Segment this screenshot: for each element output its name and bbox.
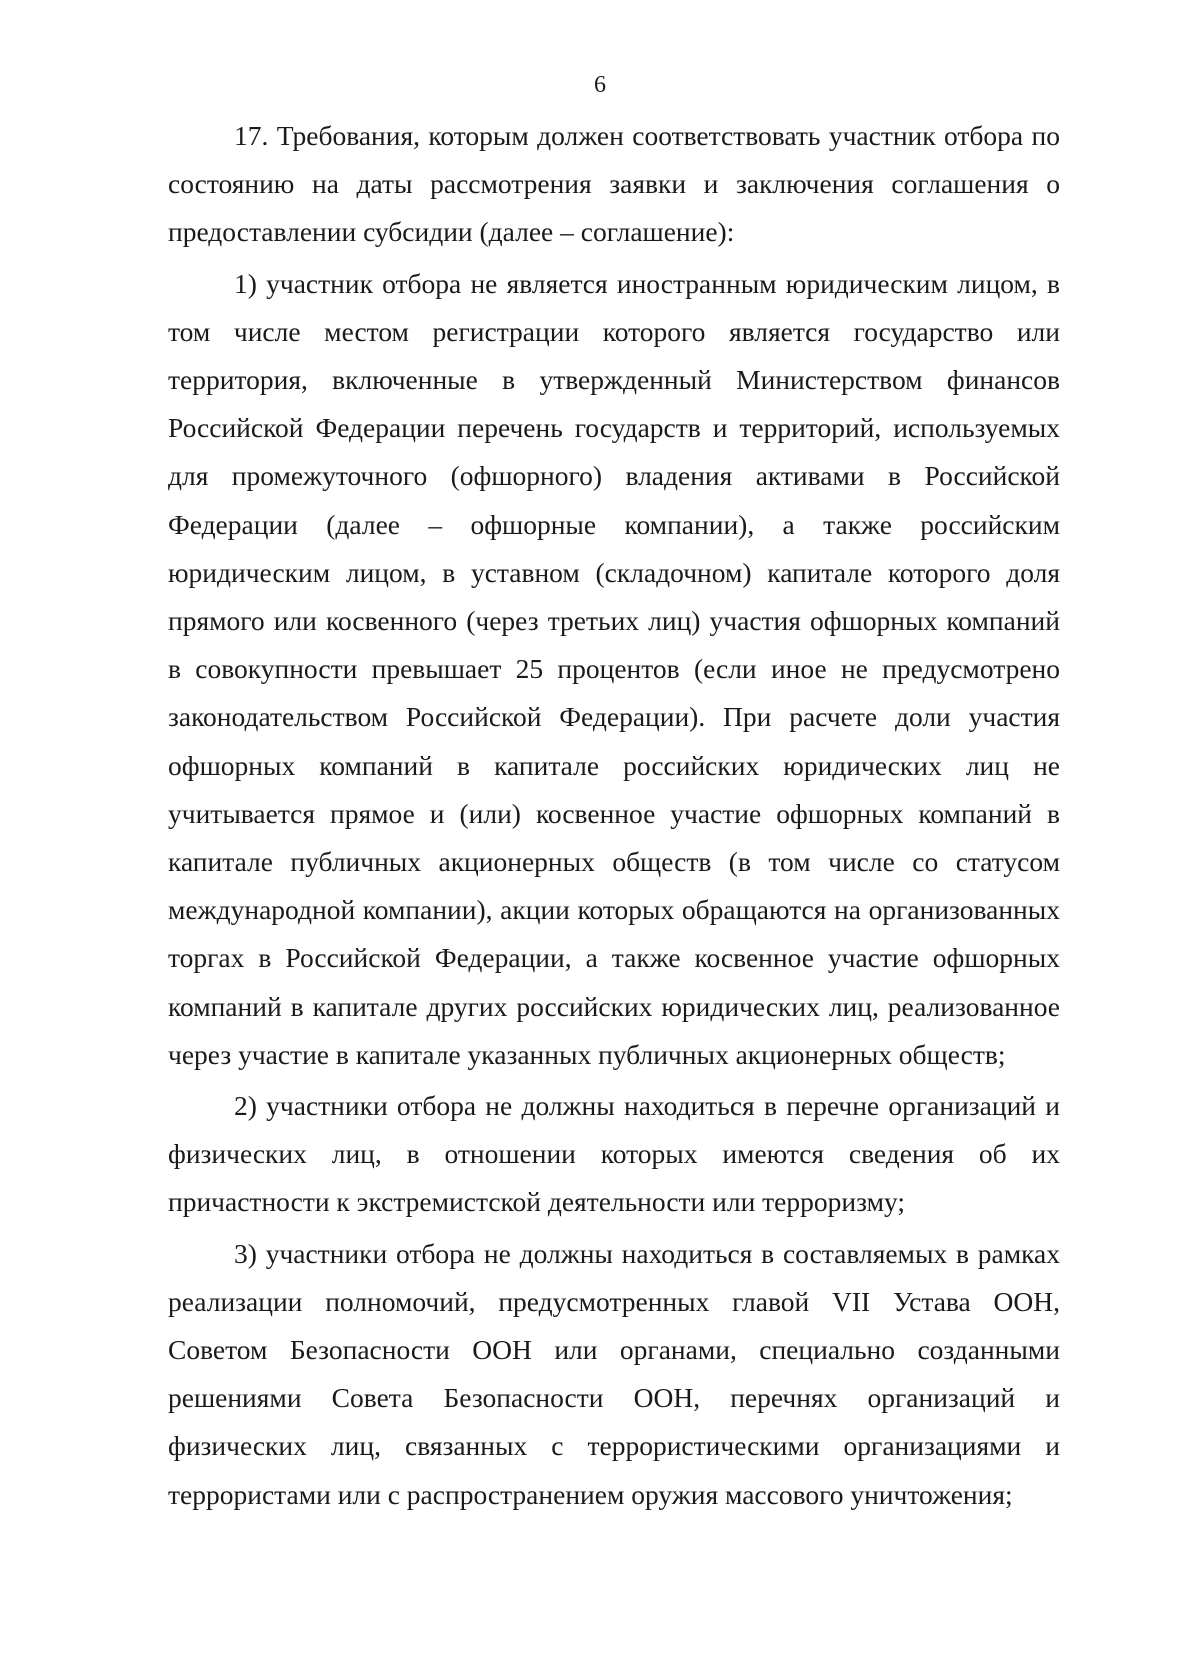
paragraph-17-requirements: 17. Требования, которым должен соответствовать участник отбора по состоянию на даты рассмотрения заявки и заключения соглашения о предоставлении субсидии (далее – соглашение): [168,120,1060,248]
paragraph-item-3: 3) участники отбора не должны находиться в составляемых в рамках реализации полномочий, предусмотренных главой VII Устава ООН, Советом Безопасности ООН или органами, специально созданными решениями Совета Безопасности ООН, перечнях организаций и физических лиц, связанных с террористическими организациями и террористами или с распространением оружия массового уничтожения; [168,1237,1060,1510]
paragraph-item-1: 1) участник отбора не является иностранным юридическим лицом, в том числе местом регистрации которого является государство или территория, включенные в утвержденный Министерством финансов Российской Федерации перечень государств и территорий, используемых для промежуточного (офшорного) владения активами в Российской Федерации (далее – офшорные компании), а также российским юридическим лицом, в уставном (складочном) капитале которого доля прямого или косвенного (через третьих лиц) участия офшорных компаний в совокупности превышает 25 процентов (если иное не предусмотрено законодательством Российской Федерации). При расчете доли участия офшорных компаний в капитале российских юридических лиц не учитывается прямое и (или) косвенное участие офшорных компаний в капитале публичных акционерных обществ (в том числе со статусом международной компании), акции которых обращаются на организованных торгах в Российской Федерации, а также косвенное участие офшорных компаний в капитале других российских юридических лиц, реализованное через участие в капитале указанных публичных акционерных обществ; [168,267,1060,1070]
paragraph-item-2: 2) участники отбора не должны находиться в перечне организаций и физических лиц, в отношении которых имеются сведения об их причастности к экстремистской деятельности или терроризму; [168,1090,1060,1218]
document-body [168,112,1060,1519]
page-number: 6 [594,72,606,98]
